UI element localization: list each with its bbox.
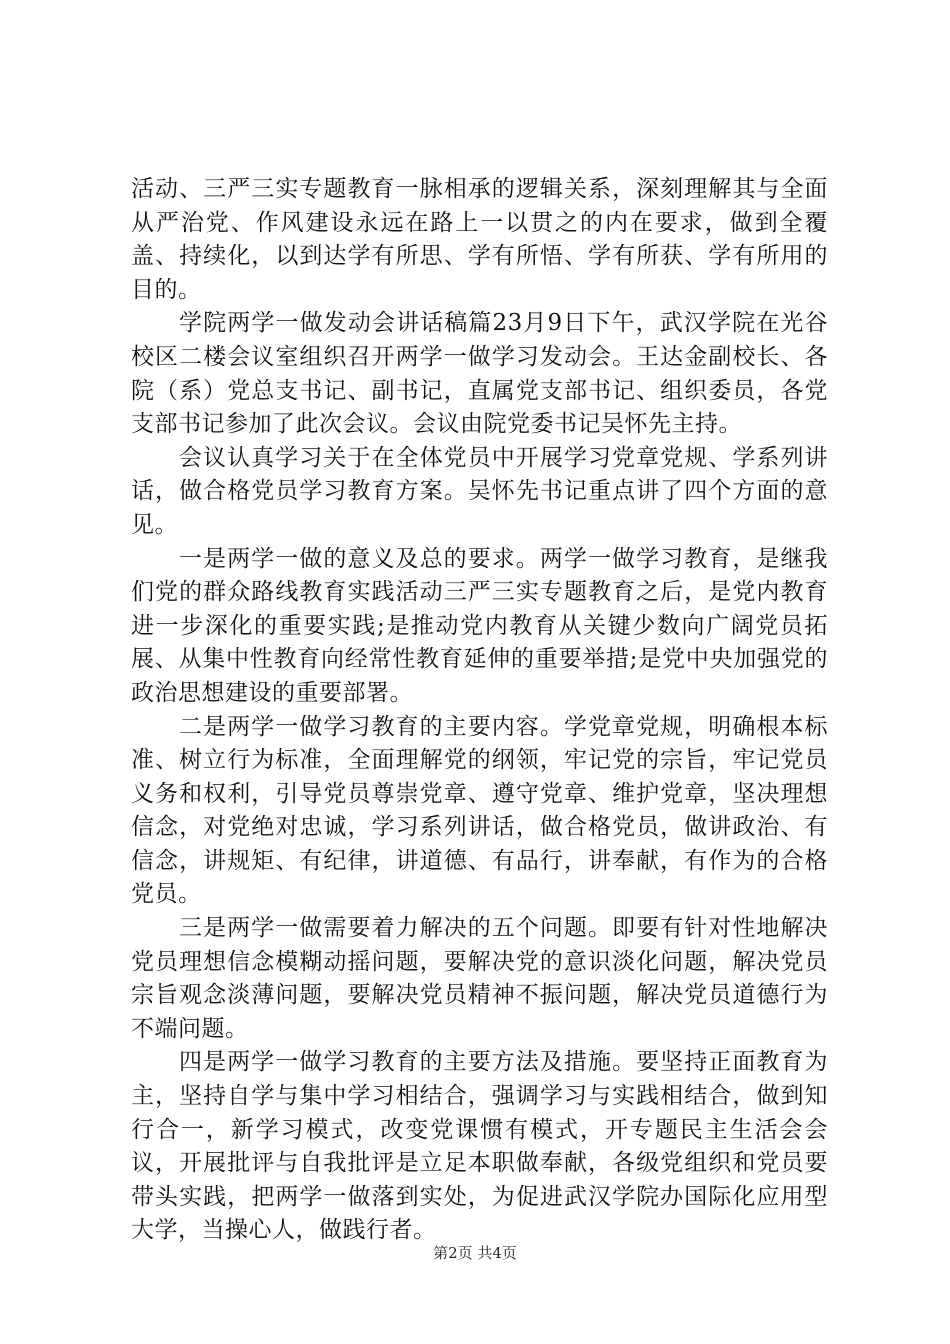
paragraph-3: 会议认真学习关于在全体党员中开展学习党章党规、学系列讲话，做合格党员学习教育方案。吴怀先书记重点讲了四个方面的意见。 <box>131 444 828 538</box>
document-body <box>131 173 828 1248</box>
paragraph-4: 一是两学一做的意义及总的要求。两学一做学习教育，是继我们党的群众路线教育实践活动三严三实专题教育之后，是党内教育进一步深化的重要实践;是推动党内教育从关键少数向广阔党员拓展、从集中性教育向经常性教育延伸的重要举措;是党中央加强党的政治思想建设的重要部署。 <box>131 545 828 706</box>
paragraph-2: 学院两学一做发动会讲话稿篇23月9日下午，武汉学院在光谷校区二楼会议室组织召开两学一做学习发动会。王达金副校长、各院（系）党总支书记、副书记，直属党支部书记、组织委员，各党支部书记参加了此次会议。会议由院党委书记吴怀先主持。 <box>131 310 828 438</box>
paragraph-5: 二是两学一做学习教育的主要内容。学党章党规，明确根本标准、树立行为标准，全面理解党的纲领，牢记党的宗旨，牢记党员义务和权利，引导党员尊崇党章、遵守党章、维护党章，坚决理想信念，对党绝对忠诚，学习系列讲话，做合格党员，做讲政治、有信念，讲规矩、有纪律，讲道德、有品行，讲奉献，有作为的合格党员。 <box>131 713 828 908</box>
paragraph-6: 三是两学一做需要着力解决的五个问题。即要有针对性地解决党员理想信念模糊动摇问题，要解决党的意识淡化问题，解决党员宗旨观念淡薄问题，要解决党员精神不振问题，解决党员道德行为不端问题。 <box>131 915 828 1042</box>
paragraph-1: 活动、三严三实专题教育一脉相承的逻辑关系，深刻理解其与全面从严治党、作风建设永远在路上一以贯之的内在要求，做到全覆盖、持续化，以到达学有所思、学有所悟、学有所获、学有所用的目的。 <box>131 176 828 303</box>
page-number-footer: 第2页 共4页 <box>433 1244 517 1262</box>
paragraph-7: 四是两学一做学习教育的主要方法及措施。要坚持正面教育为主，坚持自学与集中学习相结合，强调学习与实践相结合，做到知行合一，新学习模式，改变党课惯有模式，开专题民主生活会会议，开展批评与自我批评是立足本职做奉献，各级党组织和党员要带头实践，把两学一做落到实处，为促进武汉学院办国际化应用型大学，当操心人，做践行者。 <box>131 1049 828 1244</box>
